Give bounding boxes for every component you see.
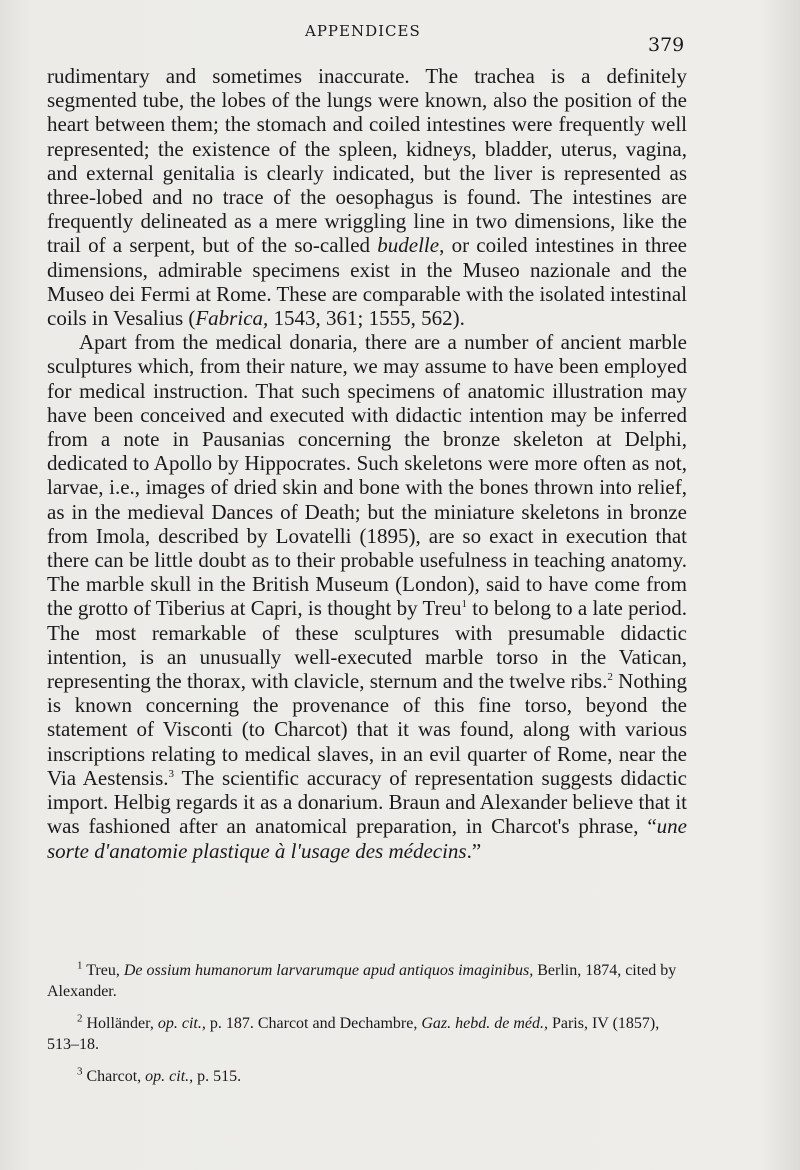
term-budelle: budelle xyxy=(377,233,440,258)
paragraph-sculptures: Apart from the medical donaria, there are a number of ancient marble sculptures which, from their nature, we may assume to have been employed for medical instruction. That such specimens of anatomic illustration may have been conceived and executed with didactic intention may be inferred from a note in Pausanias concerning the bronze skeleton at Delphi, dedicated to Apollo by Hippocrates. Such skeletons were more often as not, larvae, i.e., images of dried skin and bone with the bones thrown into relief, as in the medieval Dances of Death; but the miniature skeletons in bronze from Imola, described by Lovatelli (1895), are so exact in execution that there can be little doubt as to their probable usefulness in teaching anatomy. The marble skull in the British Museum (London), said to have come from the grotto of Tiberius at Capri, is thought by Treu$^1$ to belong to a late period. The most remarkable of these sculptures with presumable didactic intention, is an unusually well-executed marble torso in the Vatican, representing the thorax, with clavicle, sternum and the twelve ribs.$^2$ Nothing is known concerning the provenance of this fine torso, beyond the statement of Visconti (to Charcot) that it was found, along with various inscriptions relating to medical slaves, in an evil quarter of Rome, near the Via Aestensis.$^3$ The scientific accuracy of representation suggests didactic import. Helbig regards it as a donarium. Braun and Alexander believe that it was fashioned after an anatomical preparation, in Charcot's phrase, “une sorte d'anatomie plastique à l'usage des médecins.” xyxy=(47,330,688,863)
footnote-2: $^2$ Holländer, op. cit., p. 187. Charcot and Dechambre, Gaz. hebd. de méd., Paris, IV (1857), 513–18. xyxy=(47,1012,660,1053)
footnote-1: $^1$ Treu, De ossium humanorum larvarumque apud antiquos imaginibus, Berlin, 1874, cited by Alexander. xyxy=(47,959,677,1000)
page-number: 379 xyxy=(648,34,685,56)
footnote-ref-3[interactable]: 3 xyxy=(168,767,175,780)
french-quotation: une sorte d'anatomie plastique à l'usage des médecins xyxy=(47,814,687,863)
body-text xyxy=(47,64,687,863)
footnotes xyxy=(47,960,687,1098)
footnote-3: $^3$ Charcot, op. cit., p. 515. xyxy=(77,1065,242,1085)
footnote-ref-1[interactable]: 1 xyxy=(461,598,467,611)
paragraph-continued: rudimentary and sometimes inaccurate. The trachea is a definitely segmented tube, the lobes of the lungs were known, also the position of the heart between them; the stomach and coiled intestines were frequently well represented; the existence of the spleen, kidneys, bladder, uterus, vagina, and external genitalia is clearly indicated, but the liver is represented as three-lobed and no trace of the oesophagus is found. The intestines are frequently delineated as a mere wriggling line in two dimensions, like the trail of a serpent, but of the so-called budelle, or coiled intestines in three dimensions, admirable specimens exist in the Museo nazionale and the Museo dei Fermi at Rome. These are comparable with the isolated intestinal coils in Vesalius (Fabrica, 1543, 361; 1555, 562). xyxy=(47,64,687,331)
work-title-fabrica: Fabrica, xyxy=(195,306,269,331)
footnote-ref-2[interactable]: 2 xyxy=(607,671,613,684)
running-head: APPENDICES xyxy=(305,22,421,40)
